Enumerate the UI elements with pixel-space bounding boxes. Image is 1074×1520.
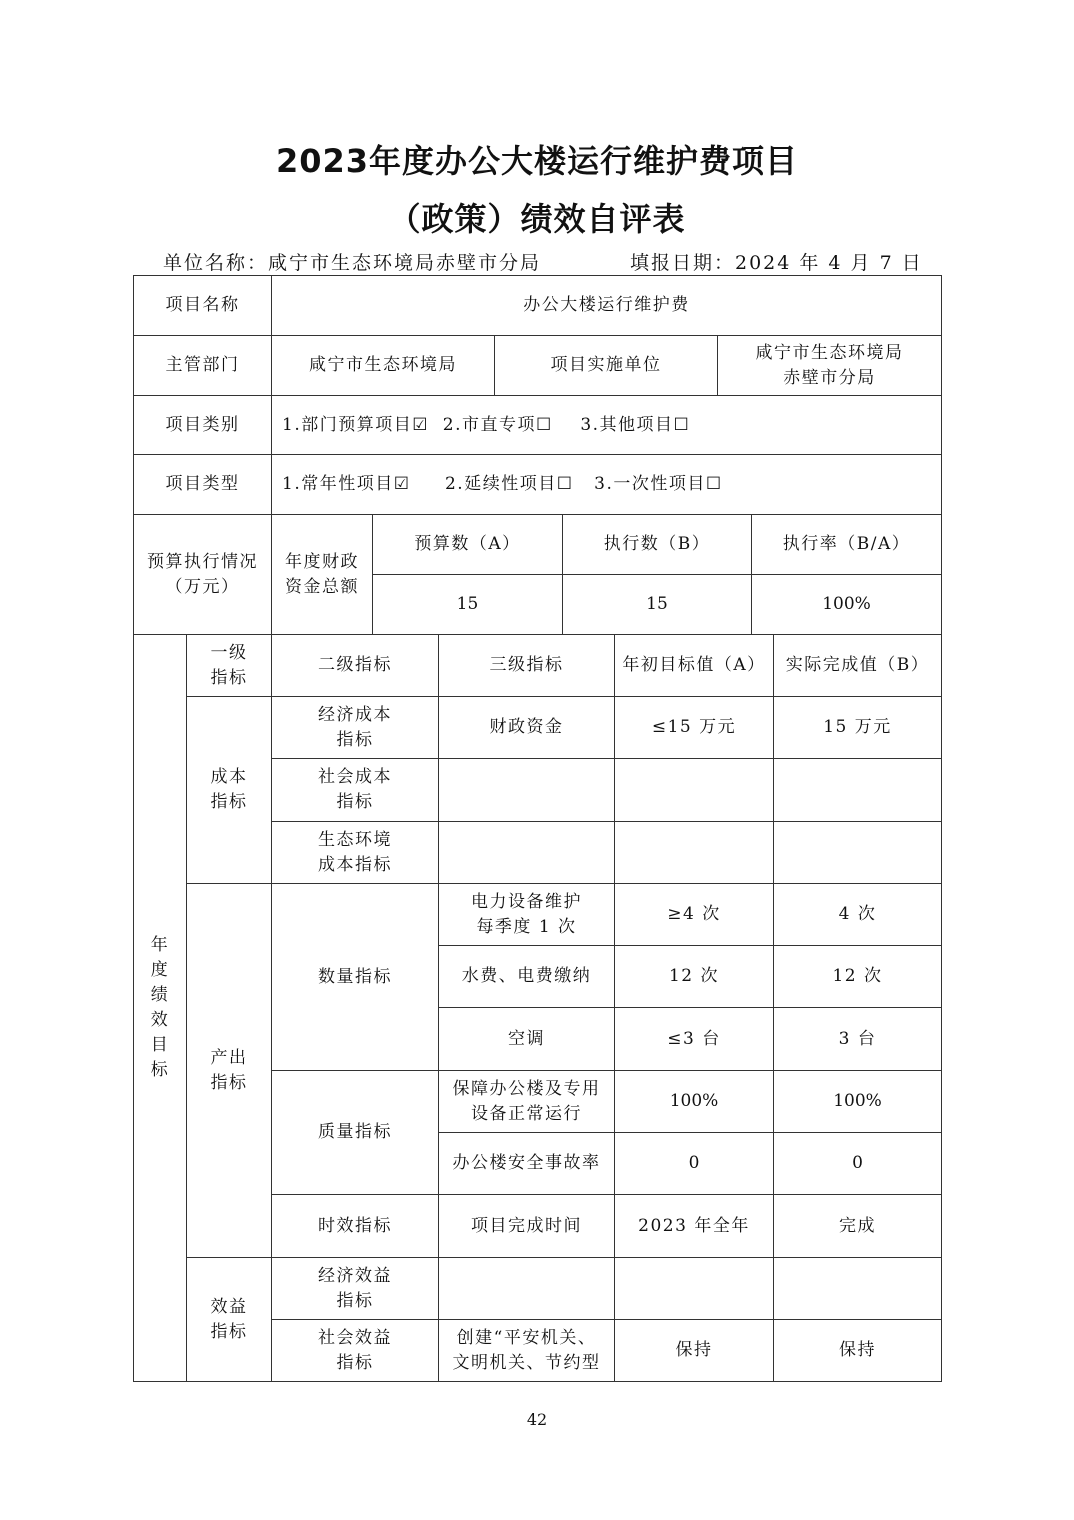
q3-actual: 3 台 bbox=[838, 1028, 877, 1049]
quality-indicator: 质量指标 bbox=[318, 1122, 392, 1142]
time-indicator: 时效指标 bbox=[318, 1215, 392, 1236]
q1-line2: 每季度 1 次 bbox=[476, 916, 577, 937]
project-name-value: 办公大楼运行维护费 bbox=[523, 295, 690, 315]
econ-benefit-line2: 指标 bbox=[336, 1290, 374, 1311]
social-benefit-l3-line2: 文明机关、节约型 bbox=[452, 1352, 601, 1373]
project-name-label: 项目名称 bbox=[165, 295, 240, 315]
time-target: 2023 年全年 bbox=[638, 1215, 750, 1236]
q2-target: 12 次 bbox=[668, 966, 720, 986]
benefit-line1: 效益 bbox=[210, 1296, 248, 1317]
social-benefit-l3-line1: 创建“平安机关、 bbox=[456, 1327, 597, 1348]
side-char: 年 bbox=[150, 935, 170, 955]
header-level2: 二级指标 bbox=[318, 655, 392, 675]
q3-target: ≤3 台 bbox=[667, 1028, 721, 1049]
budget-val-rate: 100% bbox=[822, 594, 871, 614]
budget-col-a: 预算数（A） bbox=[414, 534, 521, 554]
social-benefit-l3 bbox=[439, 1320, 614, 1381]
econ-cost-target: ≤15 万元 bbox=[651, 717, 737, 737]
cost-indicator-label bbox=[187, 697, 271, 883]
impl-unit-value-line1: 咸宁市生态环境局 bbox=[755, 342, 904, 363]
eco-cost-line2: 成本指标 bbox=[318, 854, 392, 875]
impl-unit-value bbox=[718, 336, 941, 395]
side-char: 目 bbox=[150, 1035, 170, 1055]
impl-unit-label: 项目实施单位 bbox=[550, 355, 662, 375]
document-title-line1: 2023年度办公大楼运行维护费项目 bbox=[275, 142, 799, 180]
ql1-l3 bbox=[439, 1071, 614, 1132]
side-char: 效 bbox=[150, 1010, 170, 1030]
side-char: 标 bbox=[150, 1060, 170, 1080]
side-char: 度 bbox=[150, 960, 170, 980]
category-label: 项目类别 bbox=[165, 414, 240, 435]
budget-label-line1: 预算执行情况 bbox=[147, 551, 258, 572]
header-level1-line1: 一级 bbox=[210, 642, 248, 663]
ql2-target: 0 bbox=[688, 1153, 700, 1173]
fill-date: 填报日期：2024 年 4 月 7 日 bbox=[630, 252, 923, 274]
header-level3: 三级指标 bbox=[489, 655, 564, 675]
impl-unit-value-line2: 赤壁市分局 bbox=[783, 367, 876, 388]
document-title-line2: （政策）绩效自评表 bbox=[388, 200, 686, 238]
type-label: 项目类型 bbox=[165, 474, 240, 494]
ql1-line2: 设备正常运行 bbox=[471, 1103, 582, 1124]
header-target: 年初目标值（A） bbox=[622, 655, 766, 675]
social-benefit-label bbox=[272, 1320, 438, 1381]
output-indicator-label bbox=[187, 884, 271, 1257]
econ-cost-label bbox=[272, 697, 438, 758]
header-level1 bbox=[187, 635, 271, 696]
unit-name: 单位名称：咸宁市生态环境局赤壁市分局 bbox=[163, 252, 542, 274]
header-actual: 实际完成值（B） bbox=[785, 655, 930, 675]
budget-col-rate: 执行率（B/A） bbox=[782, 534, 911, 554]
dept-label: 主管部门 bbox=[165, 355, 240, 375]
fund-total-line1: 年度财政 bbox=[285, 551, 359, 572]
social-benefit-actual: 保持 bbox=[839, 1340, 876, 1360]
fund-total-label bbox=[272, 515, 372, 634]
social-benefit-line2: 指标 bbox=[336, 1352, 374, 1373]
eco-cost-label bbox=[272, 822, 438, 883]
social-benefit-target: 保持 bbox=[675, 1340, 713, 1360]
budget-val-a: 15 bbox=[456, 594, 479, 614]
dept-value: 咸宁市生态环境局 bbox=[309, 355, 457, 375]
time-l3: 项目完成时间 bbox=[471, 1215, 582, 1236]
budget-col-b: 执行数（B） bbox=[603, 534, 711, 554]
econ-benefit-label bbox=[272, 1258, 438, 1319]
budget-val-b: 15 bbox=[646, 594, 668, 614]
type-options: 1.常年性项目☑ 2.延续性项目☐ 3.一次性项目☐ bbox=[282, 474, 723, 494]
q3-l3: 空调 bbox=[508, 1028, 545, 1049]
econ-cost-l3: 财政资金 bbox=[489, 717, 564, 737]
econ-cost-line2: 指标 bbox=[336, 729, 374, 750]
budget-label-line2: （万元） bbox=[165, 576, 240, 597]
q1-line1: 电力设备维护 bbox=[471, 891, 582, 912]
cost-line2: 指标 bbox=[210, 792, 248, 812]
time-actual: 完成 bbox=[839, 1215, 876, 1236]
cost-line1: 成本 bbox=[210, 767, 248, 787]
benefit-line2: 指标 bbox=[210, 1321, 248, 1342]
q1-actual: 4 次 bbox=[838, 904, 877, 924]
social-cost-label bbox=[272, 759, 438, 821]
social-cost-line2: 指标 bbox=[336, 792, 374, 812]
benefit-indicator-label bbox=[187, 1258, 271, 1381]
econ-benefit-line1: 经济效益 bbox=[318, 1265, 392, 1286]
fund-total-line2: 资金总额 bbox=[285, 576, 359, 597]
eco-cost-line1: 生态环境 bbox=[318, 829, 392, 850]
ql2-actual: 0 bbox=[852, 1153, 863, 1173]
quantity-indicator: 数量指标 bbox=[318, 966, 392, 987]
social-cost-line1: 社会成本 bbox=[318, 767, 392, 787]
econ-cost-actual: 15 万元 bbox=[823, 717, 892, 737]
category-options: 1.部门预算项目☑ 2.市直专项☐ 3.其他项目☐ bbox=[282, 414, 691, 435]
output-line2: 指标 bbox=[210, 1072, 248, 1093]
perf-side-label bbox=[134, 635, 186, 1381]
page-number: 42 bbox=[526, 1410, 548, 1429]
ql1-actual: 100% bbox=[833, 1091, 882, 1111]
output-line1: 产出 bbox=[210, 1047, 248, 1068]
q1-l3 bbox=[439, 884, 614, 945]
ql1-line1: 保障办公楼及专用 bbox=[452, 1078, 601, 1099]
budget-label bbox=[134, 515, 271, 634]
ql1-target: 100% bbox=[669, 1091, 719, 1111]
q2-actual: 12 次 bbox=[832, 966, 883, 986]
ql2-l3: 办公楼安全事故率 bbox=[452, 1153, 601, 1173]
side-char: 绩 bbox=[150, 985, 170, 1005]
q1-target: ≥4 次 bbox=[667, 904, 721, 924]
header-level1-line2: 指标 bbox=[210, 667, 248, 688]
social-benefit-line1: 社会效益 bbox=[318, 1327, 392, 1348]
q2-l3: 水费、电费缴纳 bbox=[461, 966, 592, 986]
econ-cost-line1: 经济成本 bbox=[318, 704, 392, 725]
